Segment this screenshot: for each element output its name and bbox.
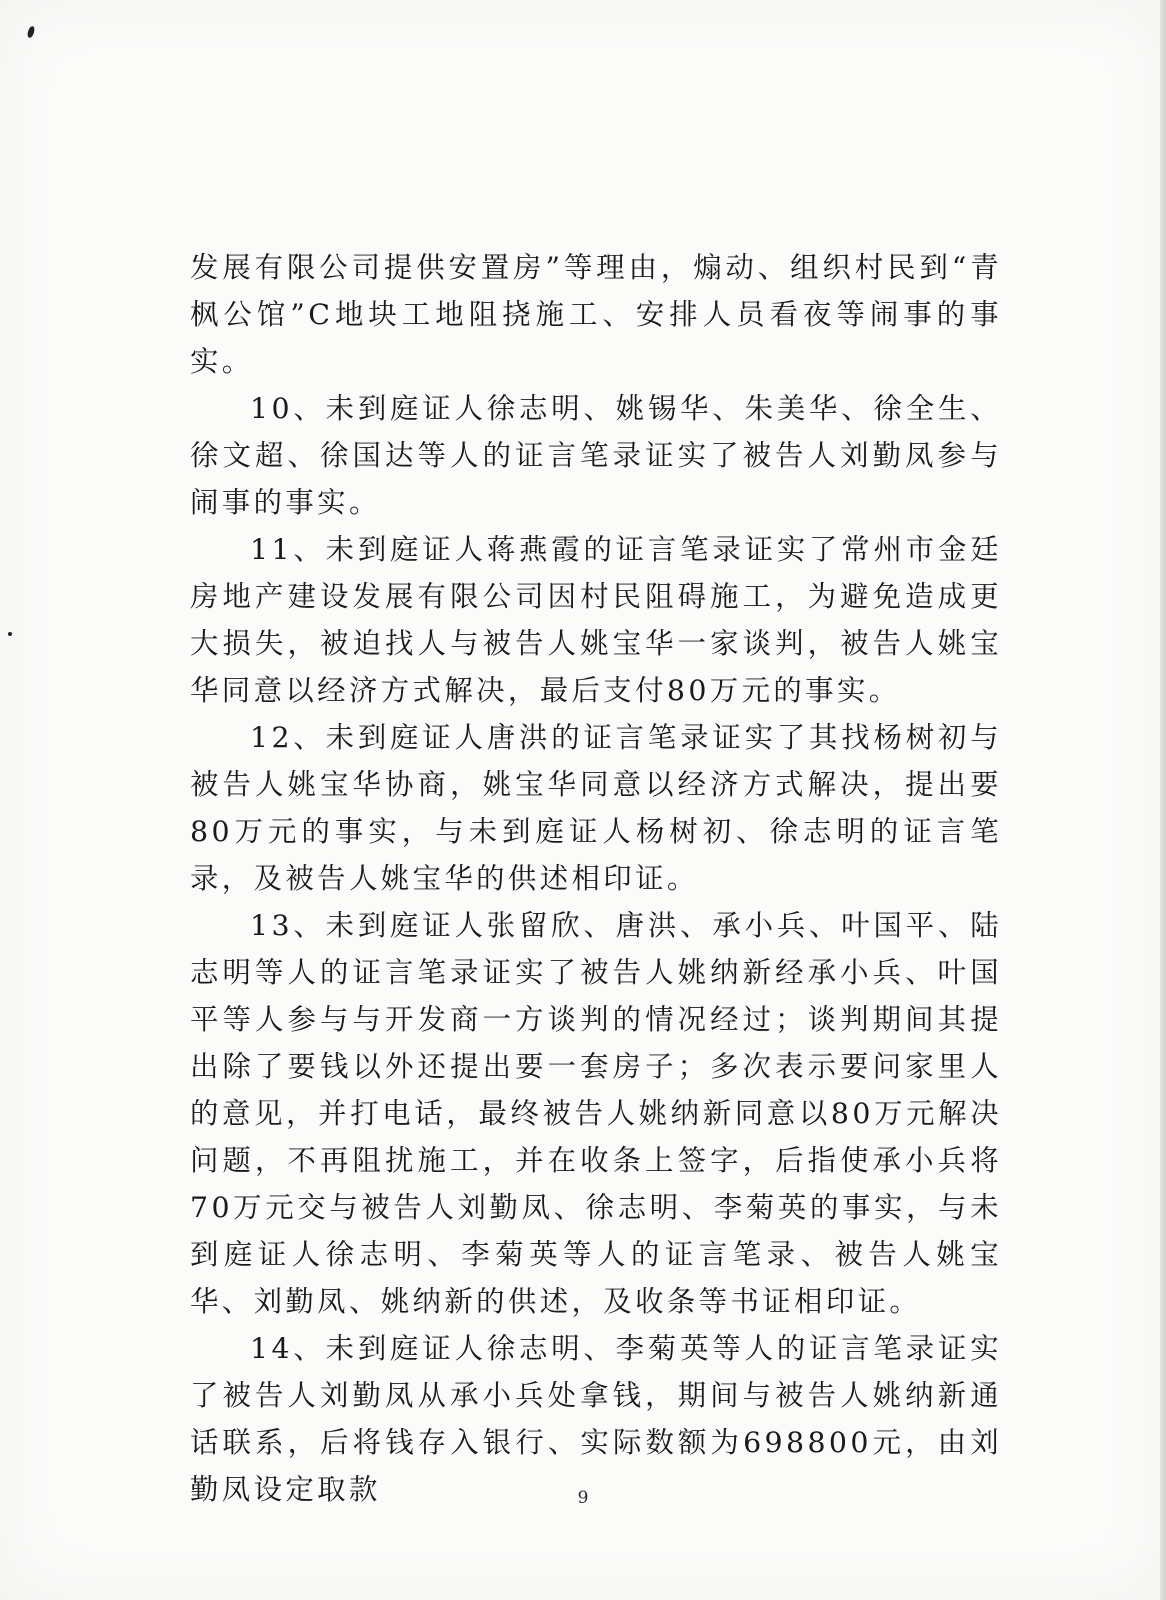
paragraph: 10、未到庭证人徐志明、姚锡华、朱美华、徐全生、徐文超、徐国达等人的证言笔录证实了被告人刘勤凤参与闹事的事实。: [190, 392, 1002, 519]
page-number: 9: [577, 1488, 589, 1508]
scan-mark: [8, 632, 12, 636]
paragraph: 发展有限公司提供安置房”等理由，煽动、组织村民到“青枫公馆”C地块工地阻挠施工、安排人员看夜等闹事的事实。: [190, 251, 1002, 378]
scan-mark: [26, 25, 35, 38]
paragraph: 12、未到庭证人唐洪的证言笔录证实了其找杨树初与被告人姚宝华协商，姚宝华同意以经济方式解决，提出要80万元的事实，与未到庭证人杨树初、徐志明的证言笔录，及被告人姚宝华的供述相印证。: [190, 721, 1002, 895]
scan-edge: [1160, 0, 1166, 1600]
paragraph: 14、未到庭证人徐志明、李菊英等人的证言笔录证实了被告人刘勤凤从承小兵处拿钱，期间与被告人姚纳新通话联系，后将钱存入银行、实际数额为698800元，由刘勤凤设定取款: [190, 1332, 1002, 1506]
paragraph: 13、未到庭证人张留欣、唐洪、承小兵、叶国平、陆志明等人的证言笔录证实了被告人姚纳新经承小兵、叶国平等人参与与开发商一方谈判的情况经过；谈判期间其提出除了要钱以外还提出要一套房子；多次表示要问家里人的意见，并打电话，最终被告人姚纳新同意以80万元解决问题，不再阻扰施工，并在收条上签字，后指使承小兵将70万元交与被告人刘勤凤、徐志明、李菊英的事实，与未到庭证人徐志明、李菊英等人的证言笔录、被告人姚宝华、刘勤凤、姚纳新的供述，及收条等书证相印证。: [190, 909, 1002, 1318]
document-body: [190, 244, 1002, 1513]
paragraph: 11、未到庭证人蒋燕霞的证言笔录证实了常州市金廷房地产建设发展有限公司因村民阻碍施工，为避免造成更大损失，被迫找人与被告人姚宝华一家谈判，被告人姚宝华同意以经济方式解决，最后支付80万元的事实。: [190, 533, 1002, 707]
